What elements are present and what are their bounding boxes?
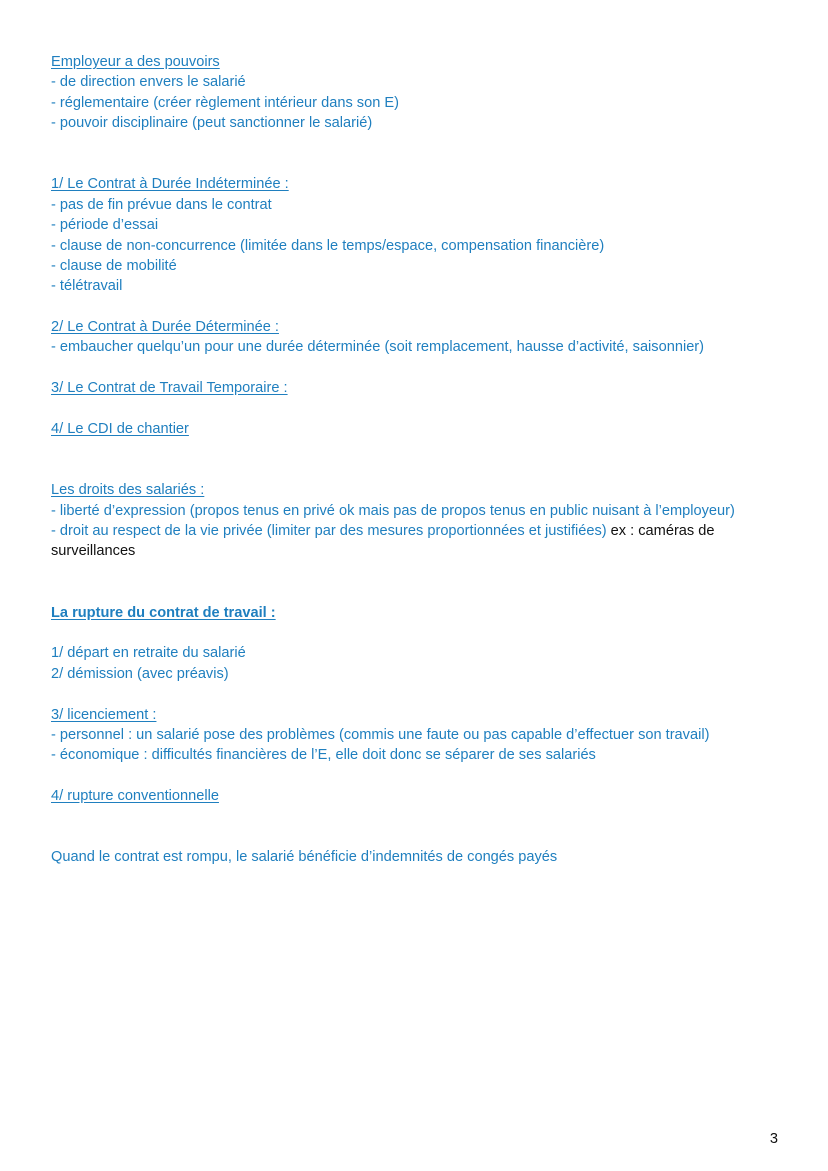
ctt-heading: 3/ Le Contrat de Travail Temporaire : bbox=[51, 380, 288, 397]
dismissal-heading: 3/ licenciement : bbox=[51, 706, 157, 723]
cdi-heading: 1/ Le Contrat à Durée Indéterminée : bbox=[51, 176, 289, 193]
cdi-chantier-heading: 4/ Le CDI de chantier bbox=[51, 421, 189, 438]
contract-termination-heading: La rupture du contrat de travail : bbox=[51, 604, 276, 621]
termination-item: 1/ départ en retraite du salarié bbox=[51, 645, 246, 662]
spacer bbox=[51, 297, 791, 317]
cdi-item: - clause de mobilité bbox=[51, 257, 177, 274]
employer-power-item: - pouvoir disciplinaire (peut sanctionner le salarié) bbox=[51, 115, 373, 132]
privacy-right-example: ex : caméras de surveillances bbox=[51, 523, 715, 560]
termination-conclusion: Quand le contrat est rompu, le salarié bénéficie d’indemnités de congés payés bbox=[51, 849, 558, 866]
cdi-chantier-section bbox=[51, 419, 791, 439]
ctt-section bbox=[51, 378, 791, 398]
document-body bbox=[51, 52, 791, 868]
employer-powers-section bbox=[51, 52, 791, 134]
dismissal-item: - personnel : un salarié pose des problèmes (commis une faute ou pas capable d’effectuer son travail) bbox=[51, 726, 710, 743]
employee-rights-section bbox=[51, 480, 791, 562]
cdd-heading: 2/ Le Contrat à Durée Déterminée : bbox=[51, 319, 279, 336]
cdi-section bbox=[51, 174, 791, 296]
employee-rights-heading: Les droits des salariés : bbox=[51, 482, 205, 499]
privacy-right-text: - droit au respect de la vie privée (limiter par des mesures proportionnées et justifiées) bbox=[51, 523, 607, 540]
employee-right-item: - liberté d’expression (propos tenus en privé ok mais pas de propos tenus en public nuisant à l’employeur) bbox=[51, 502, 735, 519]
page-number: 3 bbox=[769, 1131, 778, 1147]
cdi-item: - pas de fin prévue dans le contrat bbox=[51, 196, 272, 213]
cdd-item: - embaucher quelqu’un pour une durée déterminée (soit remplacement, hausse d’activité, saisonnier) bbox=[51, 339, 705, 356]
dismissal-item: - économique : difficultés financières de l’E, elle doit donc se séparer de ses salariés bbox=[51, 747, 596, 764]
spacer bbox=[51, 399, 791, 419]
employer-power-item: - réglementaire (créer règlement intérieur dans son E) bbox=[51, 94, 399, 111]
cdi-item: - clause de non-concurrence (limitée dans le temps/espace, compensation financière) bbox=[51, 237, 605, 254]
employer-power-item: - de direction envers le salarié bbox=[51, 74, 246, 91]
spacer bbox=[51, 134, 791, 175]
termination-item: 2/ démission (avec préavis) bbox=[51, 665, 229, 682]
conventional-termination-heading: 4/ rupture conventionnelle bbox=[51, 788, 219, 805]
spacer bbox=[51, 766, 791, 786]
spacer bbox=[51, 562, 791, 603]
cdi-item: - période d’essai bbox=[51, 217, 159, 234]
cdi-item: - télétravail bbox=[51, 278, 123, 295]
spacer bbox=[51, 439, 791, 480]
contract-termination-section bbox=[51, 603, 791, 868]
cdd-section bbox=[51, 317, 791, 358]
employee-right-item bbox=[51, 521, 791, 562]
spacer bbox=[51, 623, 791, 643]
spacer bbox=[51, 807, 791, 848]
employer-powers-heading: Employeur a des pouvoirs bbox=[51, 54, 220, 70]
spacer bbox=[51, 684, 791, 704]
spacer bbox=[51, 358, 791, 378]
